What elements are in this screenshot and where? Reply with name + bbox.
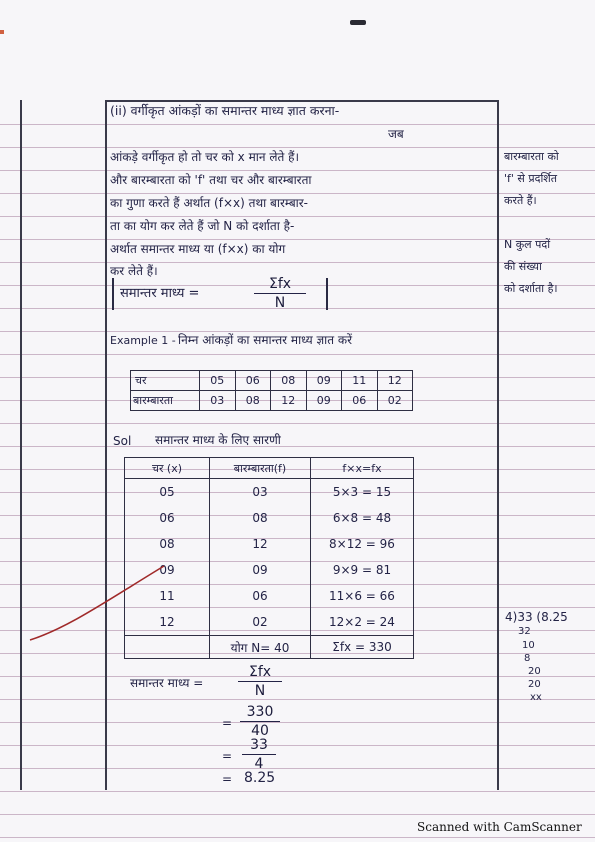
result-step-3 [242, 737, 276, 772]
left-margin-line [20, 100, 22, 790]
example-row-f [131, 391, 413, 411]
cell-f: 06 [210, 583, 311, 609]
table-row [125, 479, 414, 506]
cell-fx: 9×9 = 81 [311, 557, 414, 583]
scanner-watermark: Scanned with CamScanner [417, 820, 582, 834]
cell-f: 03 [210, 479, 311, 506]
page-top-margin [0, 0, 595, 100]
step1-numerator: Σfx [238, 664, 282, 682]
frequency-table-header [125, 458, 414, 479]
f-cell: 02 [377, 391, 413, 411]
step3-denominator: 4 [254, 756, 264, 772]
division-line-4: 8 [524, 653, 531, 664]
cell-x: 08 [125, 531, 210, 557]
cell-f: 08 [210, 505, 311, 531]
formula-fraction [254, 276, 306, 311]
intro-line-3: का गुणा करते हैं अर्थात (f×x) तथा बारम्बार- [110, 196, 309, 210]
cell-x: 12 [125, 609, 210, 636]
eq-sign: = [222, 772, 233, 786]
pen-stroke-path [30, 566, 164, 640]
cell-x: 06 [125, 505, 210, 531]
margin-note-1-line-3: करते हैं। [504, 194, 537, 207]
right-margin-line [497, 100, 499, 790]
f-cell: 03 [200, 391, 236, 411]
row-label-x: चर [131, 371, 200, 391]
cell-x: 05 [125, 479, 210, 506]
top-rule [105, 100, 497, 102]
division-line-2: 32 [518, 626, 531, 637]
final-mean: 8.25 [244, 770, 276, 786]
cell-fx: 5×3 = 15 [311, 479, 414, 506]
step2-denominator: 40 [251, 723, 269, 739]
cell-fx: 11×6 = 66 [311, 583, 414, 609]
section-heading: (ii) वर्गीकृत आंकड़ों का समान्तर माध्य ज्ञात करना- [110, 103, 340, 118]
cell-f: 12 [210, 531, 311, 557]
step1-denominator: N [254, 683, 266, 699]
division-line-7: xx [530, 692, 542, 703]
x-cell: 11 [342, 371, 378, 391]
intro-line-5: अर्थात समान्तर माध्य या (f×x) का योग [110, 242, 286, 256]
formula-numerator: Σfx [254, 276, 306, 294]
example-text: निम्न आंकड़ों का समान्तर माध्य ज्ञात करें [178, 333, 353, 347]
total-n: योग N= 40 [210, 636, 311, 659]
table-row [125, 531, 414, 557]
x-cell: 08 [271, 371, 307, 391]
pen-stroke [28, 560, 168, 645]
result-label: समान्तर माध्य = [130, 676, 204, 690]
mean-formula-box [112, 278, 328, 310]
heading-continuation: जब [388, 127, 404, 141]
margin-note-2-line-1: N कुल पदों [504, 238, 551, 251]
example-data-table [130, 370, 413, 411]
ink-mark [350, 20, 366, 25]
f-cell: 12 [271, 391, 307, 411]
cell-fx: 6×8 = 48 [311, 505, 414, 531]
cell-f: 09 [210, 557, 311, 583]
step3-numerator: 33 [242, 737, 276, 755]
x-cell: 12 [377, 371, 413, 391]
margin-note-2-line-3: को दर्शाता है। [504, 282, 558, 295]
cell-x: 11 [125, 583, 210, 609]
division-line-1: 4)33 (8.25 [505, 610, 568, 624]
division-line-6: 20 [528, 679, 541, 690]
solution-title: समान्तर माध्य के लिए सारणी [155, 433, 281, 447]
intro-line-2: और बारम्बारता को 'f' तथा चर और बारम्बारता [110, 173, 312, 187]
solution-label: Sol [113, 434, 132, 448]
division-line-3: 10 [522, 640, 535, 651]
example-label: Example 1 - [110, 334, 176, 347]
cell-fx: 12×2 = 24 [311, 609, 414, 636]
margin-note-1-line-1: बारम्बारता को [504, 150, 559, 163]
margin-note-1-line-2: 'f' से प्रदर्शित [504, 172, 558, 185]
intro-line-4: ता का योग कर लेते हैं जो N को दर्शाता है- [110, 219, 295, 233]
f-cell: 06 [342, 391, 378, 411]
example-row-x [131, 371, 413, 391]
eq-sign: = [222, 716, 233, 730]
margin-note-2-line-2: की संख्या [504, 260, 542, 273]
intro-line-1: आंकड़े वर्गीकृत हो तो चर को x मान लेते हैं। [110, 150, 300, 164]
f-cell: 09 [306, 391, 342, 411]
cell-x: 09 [125, 557, 210, 583]
row-label-f: बारम्बारता [131, 391, 200, 411]
cell-fx: 8×12 = 96 [311, 531, 414, 557]
total-fx: Σfx = 330 [311, 636, 414, 659]
step2-numerator: 330 [240, 704, 280, 722]
f-cell: 08 [235, 391, 271, 411]
cell-f: 02 [210, 609, 311, 636]
corner-mark [0, 30, 4, 34]
text-margin-line [105, 100, 107, 790]
eq-sign: = [222, 749, 233, 763]
formula-label: समान्तर माध्य = [120, 286, 200, 301]
header-f: बारम्बारता(f) [210, 458, 311, 479]
x-cell: 06 [235, 371, 271, 391]
x-cell: 05 [200, 371, 236, 391]
header-x: चर (x) [125, 458, 210, 479]
formula-denominator: N [274, 295, 286, 311]
intro-line-6: कर लेते हैं। [110, 264, 158, 278]
division-line-5: 20 [528, 666, 541, 677]
x-cell: 09 [306, 371, 342, 391]
result-step-1 [238, 664, 282, 699]
table-row [125, 505, 414, 531]
result-step-2 [240, 704, 280, 739]
header-fx: f×x=fx [311, 458, 414, 479]
